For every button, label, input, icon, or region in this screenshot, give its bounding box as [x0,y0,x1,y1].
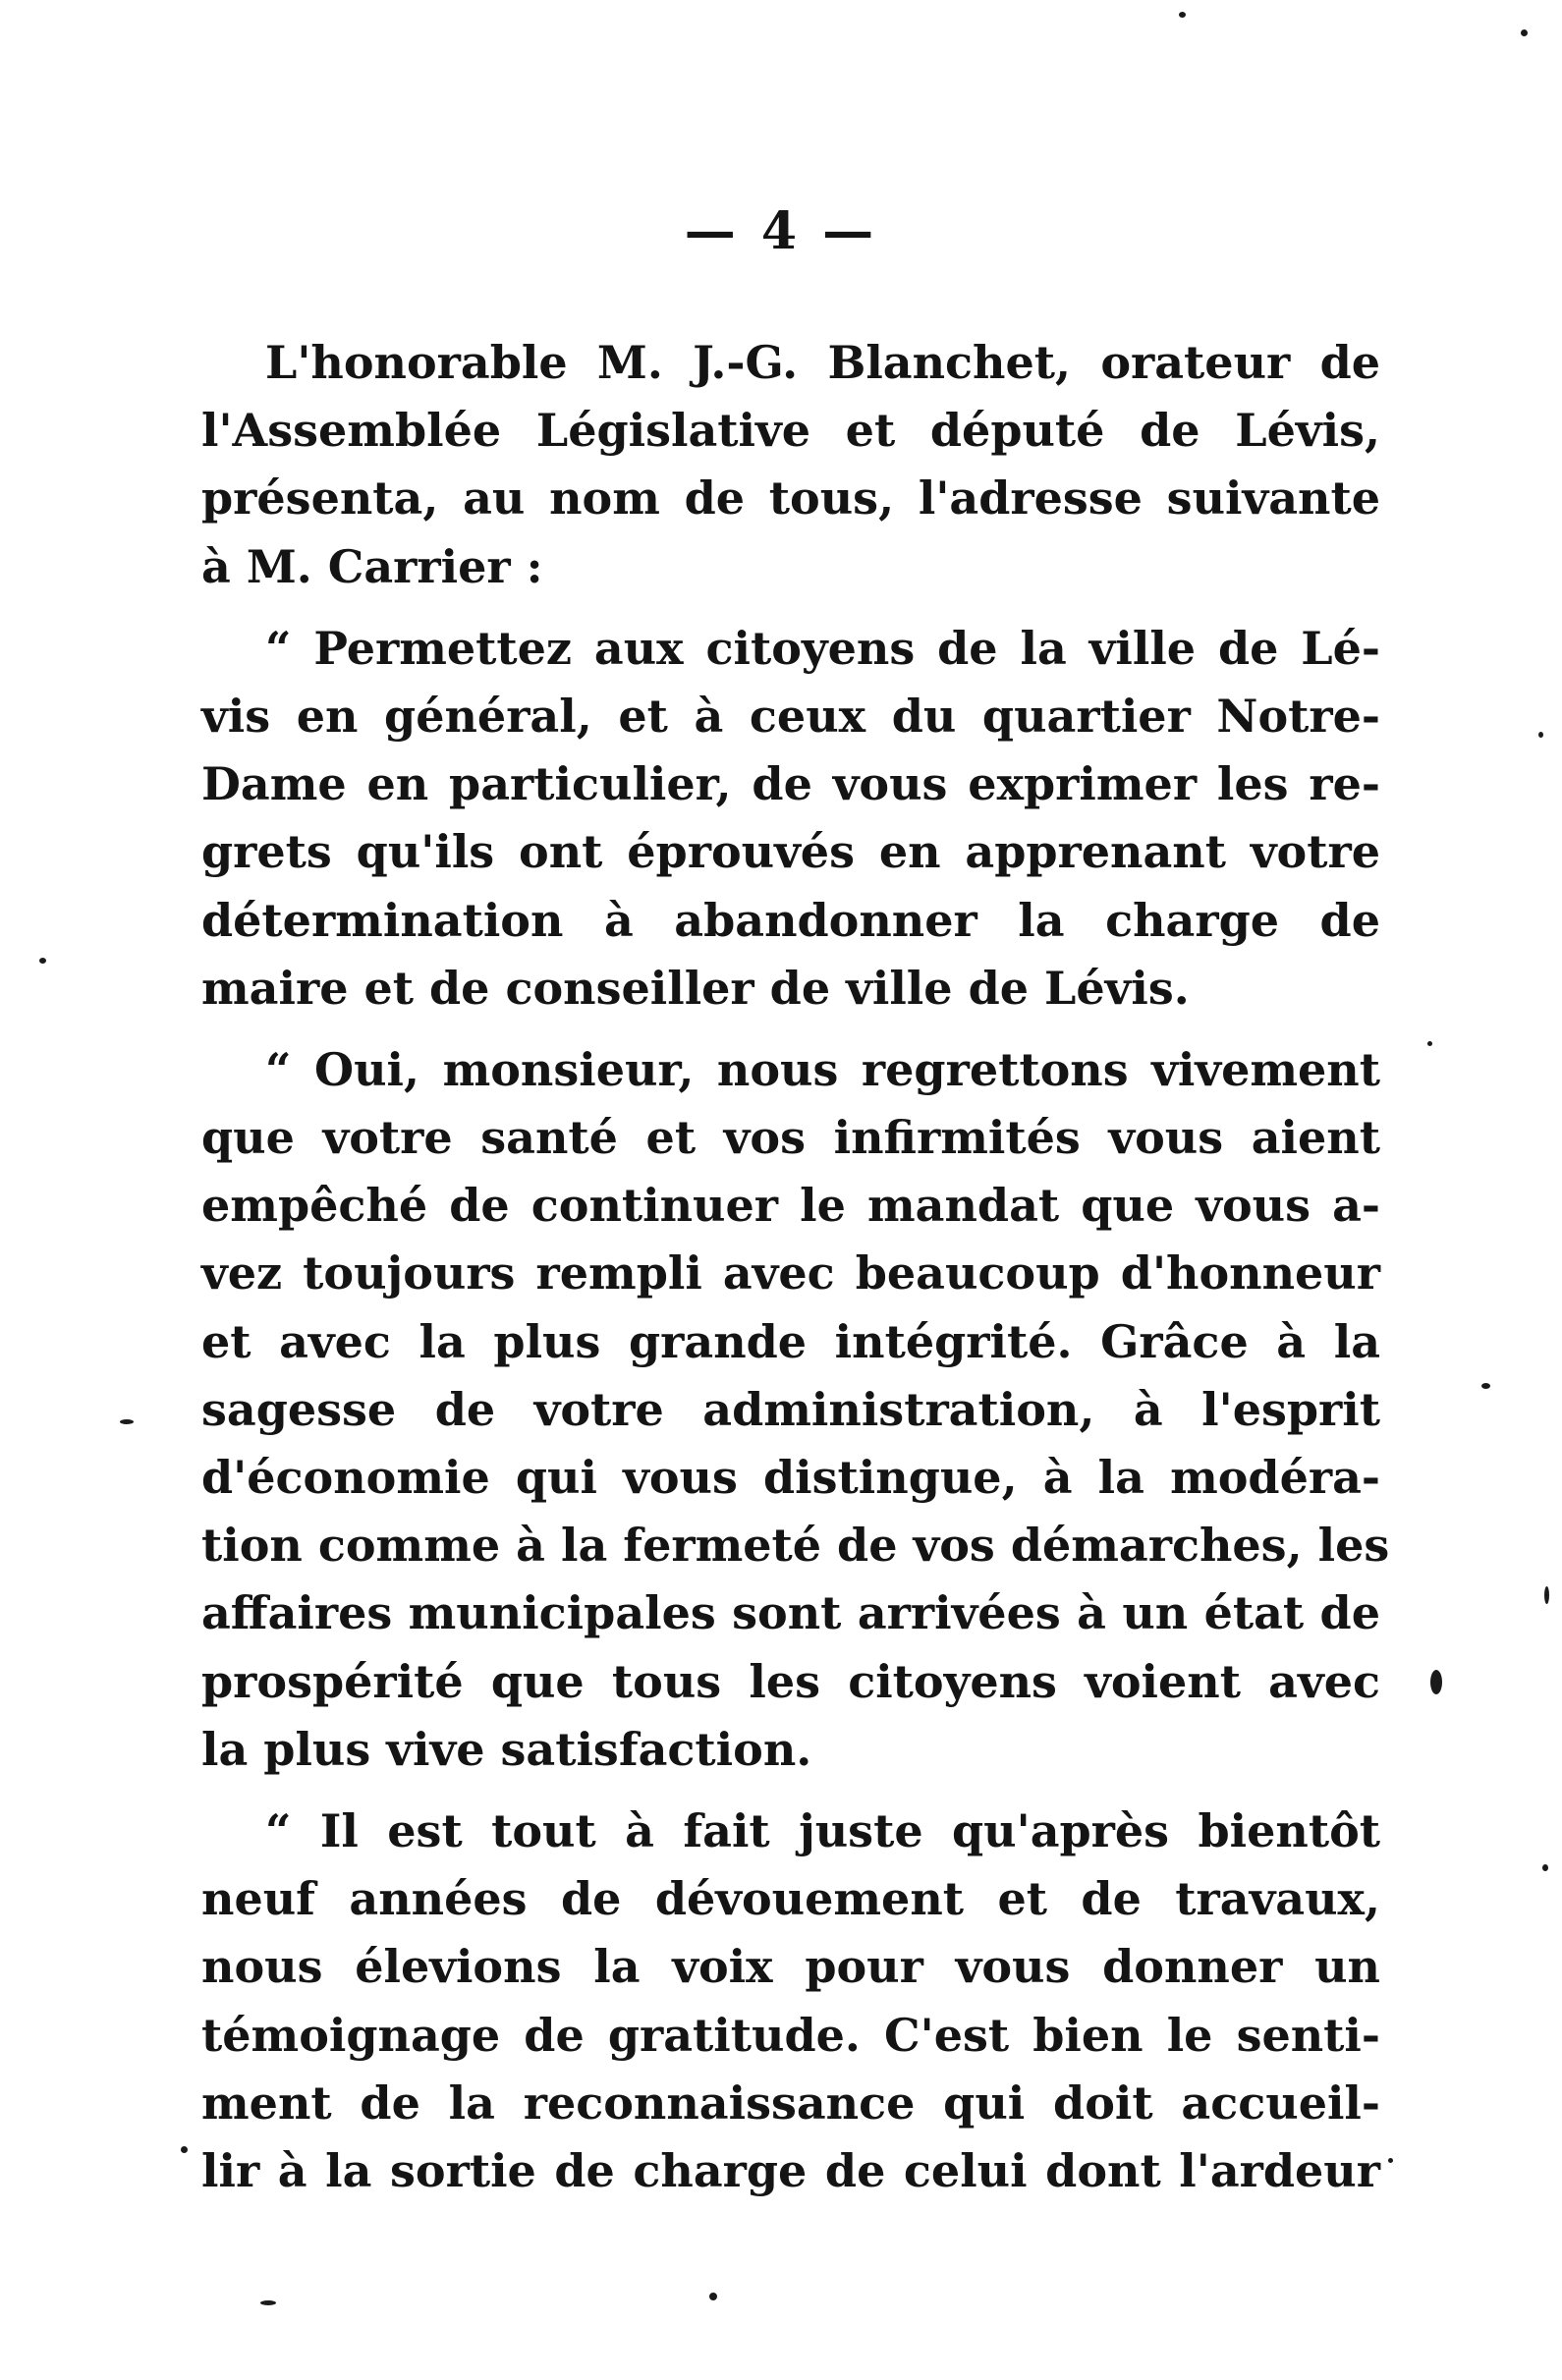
text-line: “ Il est tout à fait juste qu'après bientôt [265,1803,1380,1857]
text-line: présenta, au nom de tous, l'adresse suivante [201,471,1380,526]
scan-speck [260,2300,276,2305]
scan-speck [1538,732,1543,738]
page-number: — 4 — [684,201,878,261]
text-line: la plus vive satisfaction. [201,1722,812,1776]
text-line: lir à la sortie de charge de celui dont l'ardeur [201,2143,1380,2197]
text-line: vis en général, et à ceux du quartier Notre- [201,689,1380,743]
scan-speck [1179,12,1186,18]
scan-speck [120,1419,134,1424]
text-line: que votre santé et vos infirmités vous aient [201,1111,1380,1165]
text-line: vez toujours rempli avec beaucoup d'honneur [201,1246,1380,1301]
scan-speck [1544,1586,1549,1604]
paragraph-1 [201,329,1380,601]
scan-speck [39,958,46,964]
scan-speck [181,2146,188,2153]
paragraph-2 [201,615,1380,1023]
text-line: “ Permettez aux citoyens de la ville de Lé- [265,621,1380,675]
text-line: tion comme à la fermeté de vos démarches, les [201,1519,1390,1573]
paragraph-4 [201,1798,1380,2205]
scan-speck [1521,29,1528,36]
scan-speck [1427,1041,1432,1046]
text-line: l'Assemblée Législative et député de Lévis, [201,404,1380,458]
text-line: neuf années de dévouement et de travaux, [201,1872,1380,1926]
text-line: Dame en particulier, de vous exprimer les re- [201,757,1380,811]
text-line: sagesse de votre administration, à l'esprit [201,1382,1380,1436]
scan-speck [1542,1864,1548,1871]
text-line: L'honorable M. J.-G. Blanchet, orateur de [265,336,1380,389]
paragraph-3 [201,1036,1390,1784]
body-text [201,329,1390,2205]
text-line: d'économie qui vous distingue, à la modéra- [201,1451,1380,1504]
text-line: affaires municipales sont arrivées à un état de [201,1586,1380,1640]
text-line: nous élevions la voix pour vous donner un [201,1940,1380,1994]
scan-speck [1388,2158,1393,2163]
text-line: à M. Carrier : [201,539,543,593]
scan-speck [709,2293,717,2300]
scan-speck [1481,1383,1490,1389]
text-line: prospérité que tous les citoyens voient avec [201,1654,1380,1708]
text-line: empêché de continuer le mandat que vous a- [201,1179,1380,1233]
text-line: témoignage de gratitude. C'est bien le senti- [201,2008,1380,2062]
text-line: détermination à abandonner la charge de [201,893,1380,947]
text-line: ment de la reconnaissance qui doit accueil- [201,2076,1380,2130]
scan-speck [1430,1670,1442,1694]
text-line: maire et de conseiller de ville de Lévis. [201,961,1190,1015]
text-line: et avec la plus grande intégrité. Grâce à la [201,1314,1380,1368]
text-line: “ Oui, monsieur, nous regrettons vivement [265,1042,1380,1096]
text-line: grets qu'ils ont éprouvés en apprenant votre [201,825,1380,879]
